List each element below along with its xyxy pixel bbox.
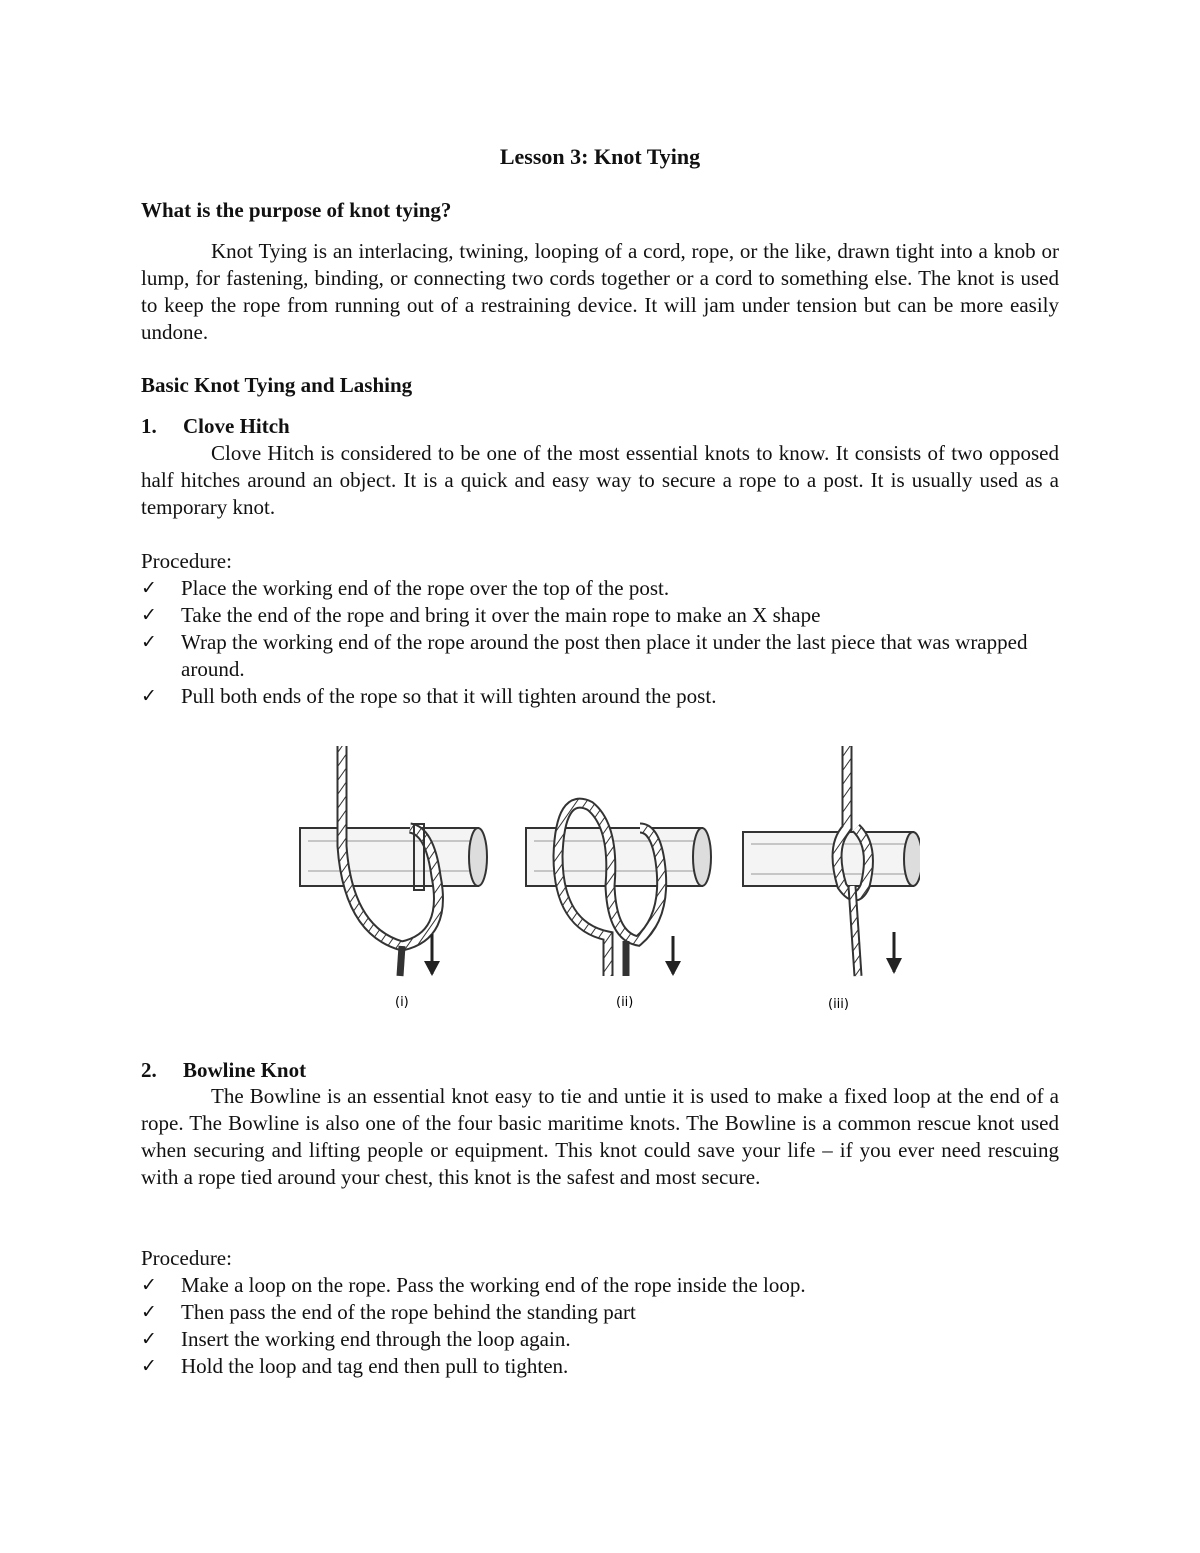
knot-number: 1. — [141, 414, 157, 438]
clove-hitch-illustration — [290, 736, 920, 1026]
list-item: ✓ Make a loop on the rope. Pass the working end of the rope inside the loop. — [141, 1273, 806, 1297]
check-icon: ✓ — [141, 1274, 157, 1296]
check-icon: ✓ — [141, 577, 157, 599]
clove-hitch-paragraph — [141, 440, 1059, 521]
list-item: ✓ Wrap the working end of the rope around the post then place it under the last piece that was wrapped around. — [141, 630, 1028, 681]
list-item: ✓ Take the end of the rope and bring it over the main rope to make an X shape — [141, 603, 821, 627]
knot-number: 2. — [141, 1058, 157, 1082]
step-i-drawing — [300, 746, 487, 1010]
step-iii-drawing — [743, 746, 920, 1012]
check-icon: ✓ — [141, 685, 157, 707]
clove-hitch-text: Clove Hitch is considered to be one of the most essential knots to know. It consists of two opposed half hitches around an object. It is a quick and easy way to secure a rope to a post. It is usually used as a temporary knot. — [141, 441, 1059, 519]
bowline-text: The Bowline is an essential knot easy to tie and untie it is used to make a fixed loop at the end of a rope. The Bowline is also one of the four basic maritime knots. The Bowline is a common rescue knot used when securing and lifting people or equipment. This knot could save your life – if you ever need rescuing with a rope tied around your chest, this knot is the safest and most secure. — [141, 1084, 1059, 1189]
bowline-steps — [141, 1272, 1059, 1380]
check-icon: ✓ — [141, 604, 157, 626]
list-item: ✓ Then pass the end of the rope behind the standing part — [141, 1300, 636, 1324]
figure-caption: (iii) — [828, 997, 849, 1012]
procedure-label: Procedure: — [141, 1246, 232, 1270]
bowline-paragraph — [141, 1083, 1059, 1191]
page-title: Lesson 3: Knot Tying — [499, 144, 701, 169]
knot-heading-bowline — [141, 1057, 306, 1084]
list-item: ✓ Hold the loop and tag end then pull to tighten. — [141, 1354, 569, 1378]
list-item: ✓ Pull both ends of the rope so that it will tighten around the post. — [141, 684, 717, 708]
check-icon: ✓ — [141, 631, 157, 653]
figure-caption: (i) — [395, 995, 409, 1010]
step-ii-drawing — [526, 803, 711, 1010]
knot-name: Bowline Knot — [183, 1058, 307, 1082]
section-heading-purpose: What is the purpose of knot tying? — [141, 198, 452, 222]
knot-heading-clove-hitch — [141, 413, 290, 440]
clove-hitch-steps — [141, 575, 1059, 710]
list-item: ✓ Insert the working end through the loop again. — [141, 1327, 571, 1351]
check-icon: ✓ — [141, 1301, 157, 1323]
purpose-text: Knot Tying is an interlacing, twining, looping of a cord, rope, or the like, drawn tight into a knob or lump, for fastening, binding, or connecting two cords together or a cord to something else. The knot is used to keep the rope from running out of a restraining device. It will jam under tension but can be more easily undone. — [141, 239, 1059, 344]
section-heading-basic-knots: Basic Knot Tying and Lashing — [141, 373, 413, 397]
knot-name: Clove Hitch — [183, 414, 290, 438]
figure-caption: (ii) — [616, 995, 634, 1010]
list-item: ✓ Place the working end of the rope over the top of the post. — [141, 576, 670, 600]
purpose-paragraph — [141, 238, 1059, 346]
check-icon: ✓ — [141, 1355, 157, 1377]
procedure-label: Procedure: — [141, 549, 232, 573]
check-icon: ✓ — [141, 1328, 157, 1350]
